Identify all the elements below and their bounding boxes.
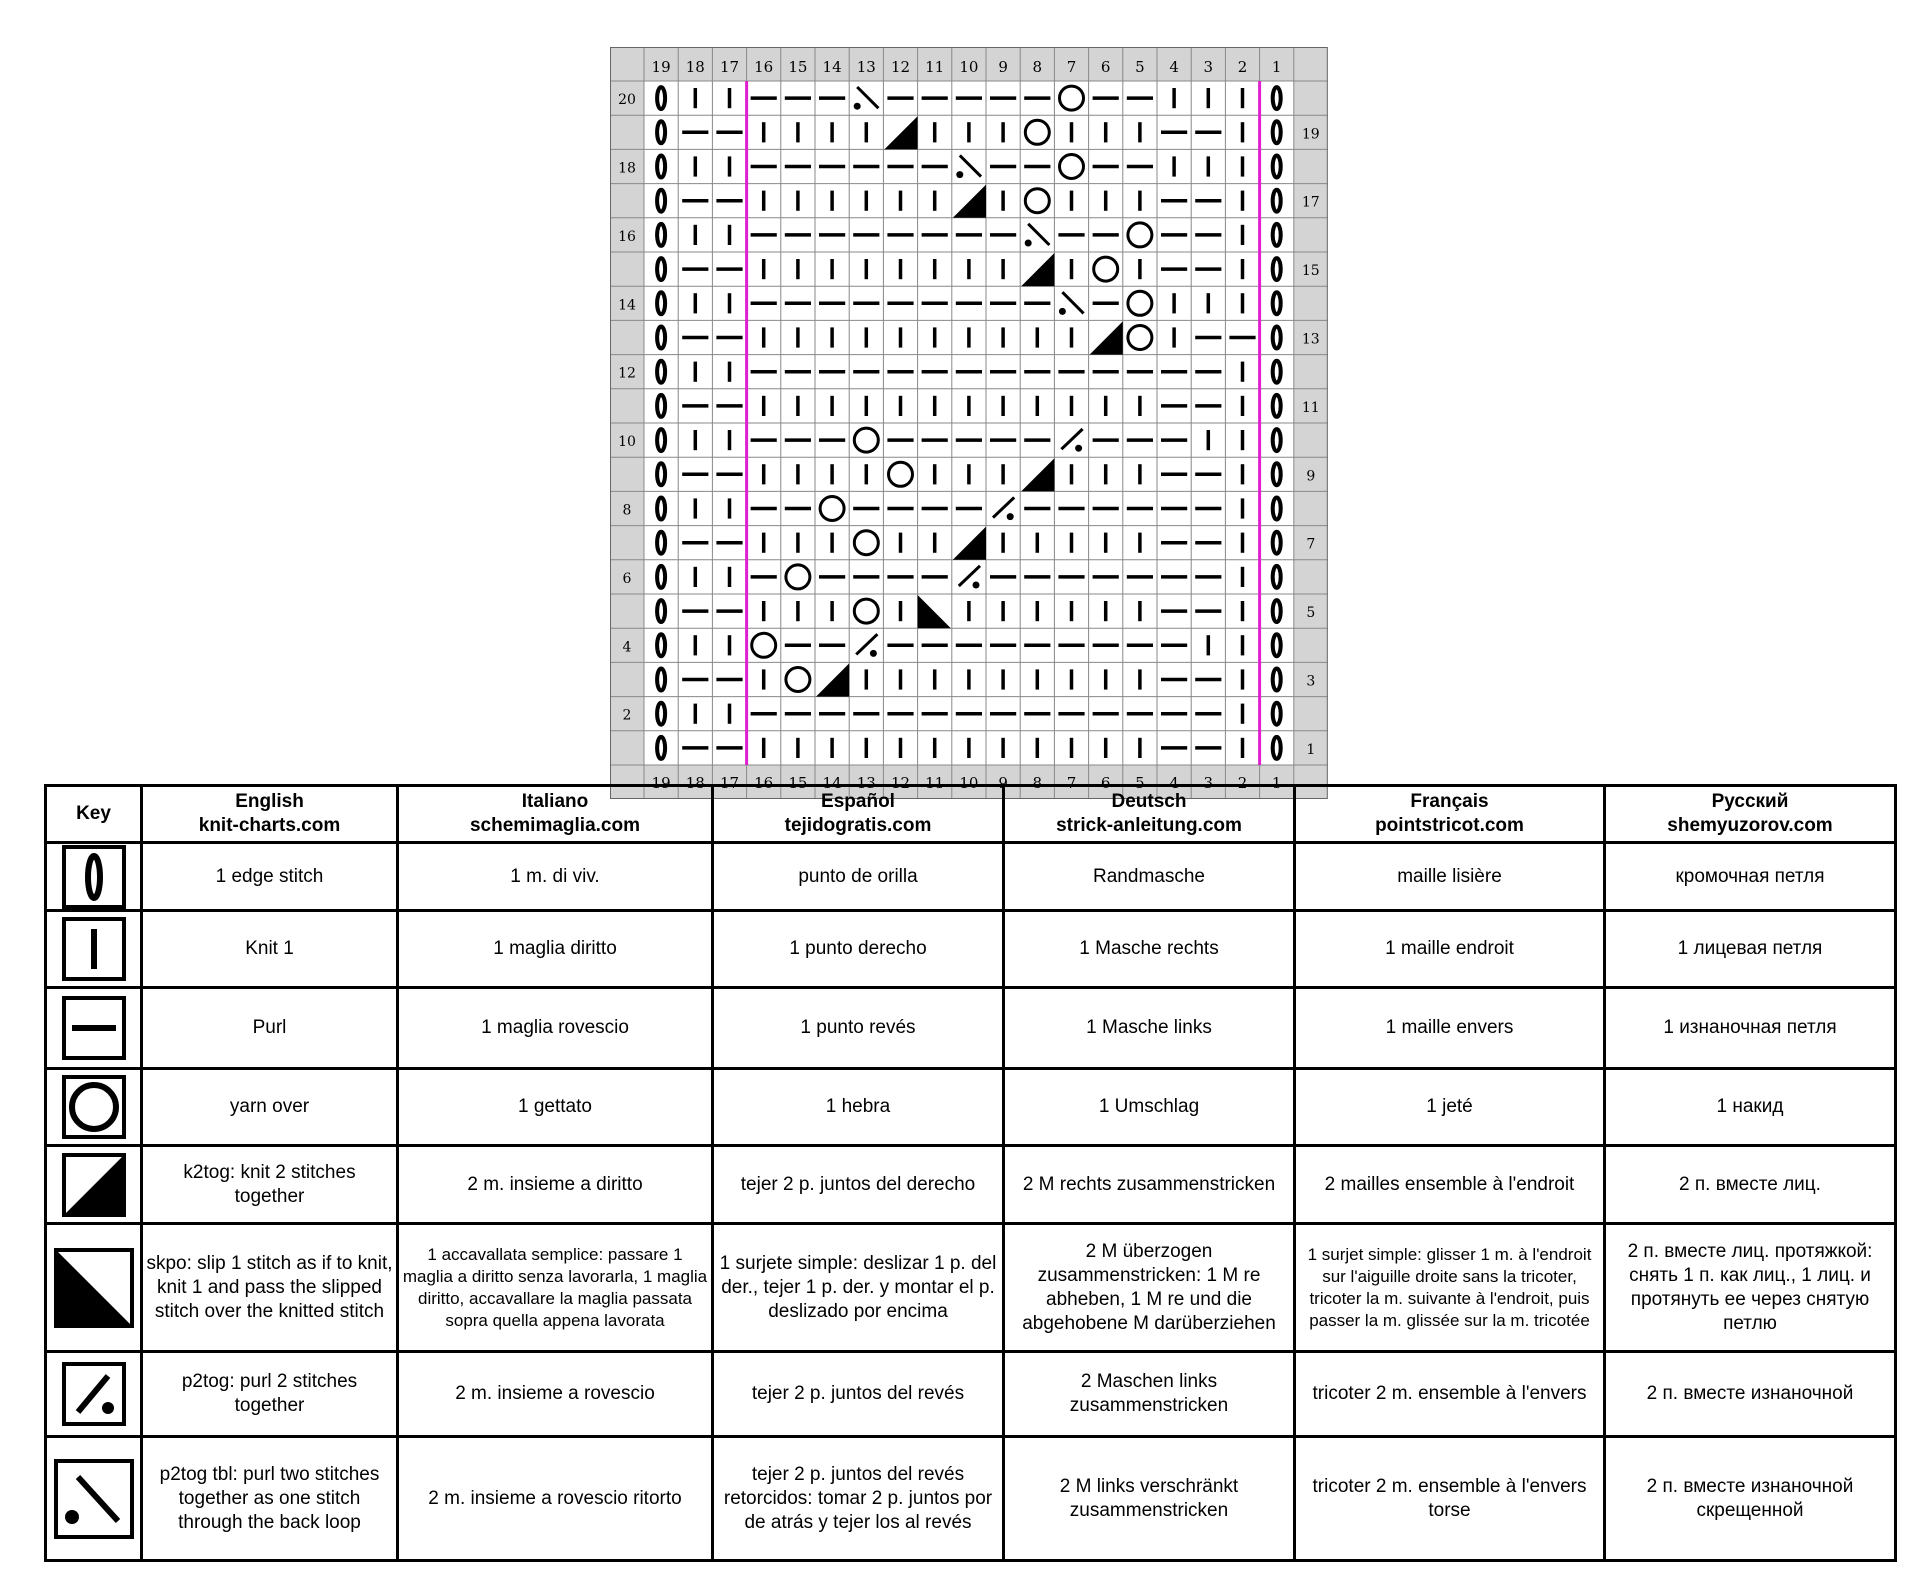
description-cell: 1 maglia diritto xyxy=(398,911,713,988)
knitting-chart xyxy=(610,47,1328,792)
description-cell: 2 п. вместе лиц. протяжкой: снять 1 п. как лиц., 1 лиц. и протянуть ее через снятую петлю xyxy=(1605,1224,1896,1352)
key-row-knit xyxy=(46,911,1896,988)
row-label-left: 2 xyxy=(622,707,632,724)
description-cell: кромочная петля xyxy=(1605,843,1896,911)
column-label-bottom: 2 xyxy=(1237,774,1248,792)
column-label-top: 10 xyxy=(959,58,979,76)
symbol-key-table xyxy=(44,784,1897,1562)
row-label-right: 19 xyxy=(1301,126,1320,143)
row-label-right: 9 xyxy=(1306,468,1316,485)
description-cell: punto de orilla xyxy=(713,843,1004,911)
description-cell: 1 изнаночная петля xyxy=(1605,988,1896,1069)
description-cell: 1 jeté xyxy=(1295,1069,1605,1146)
language-site: knit-charts.com xyxy=(198,815,341,836)
p2tog-tbl-symbol-dot xyxy=(956,171,963,178)
language-name: Italiano xyxy=(521,791,589,812)
yarn-over-icon xyxy=(62,1075,126,1139)
column-label-bottom: 8 xyxy=(1032,774,1043,792)
column-label-top: 6 xyxy=(1100,58,1111,76)
column-label-top: 14 xyxy=(822,58,842,76)
column-label-bottom: 9 xyxy=(998,774,1008,792)
description-cell: 1 gettato xyxy=(398,1069,713,1146)
p2tog-symbol-dot xyxy=(1075,445,1082,452)
description-cell: 1 punto derecho xyxy=(713,911,1004,988)
column-label-top: 3 xyxy=(1203,58,1214,76)
column-label-bottom: 3 xyxy=(1203,774,1214,792)
column-label-top: 8 xyxy=(1032,58,1043,76)
description-cell: 1 Masche links xyxy=(1004,988,1295,1069)
description-cell: 1 edge stitch xyxy=(142,843,398,911)
description-cell: 1 surjete simple: deslizar 1 p. del der., tejer 1 p. der. y montar el p. deslizado por encima xyxy=(713,1224,1004,1352)
row-label-right: 1 xyxy=(1306,741,1316,758)
key-row-yarn-over xyxy=(46,1069,1896,1146)
description-cell: 1 m. di viv. xyxy=(398,843,713,911)
header-russian xyxy=(1605,786,1896,843)
column-label-top: 18 xyxy=(685,58,705,76)
language-site: pointstricot.com xyxy=(1375,815,1524,836)
description-cell: p2tog tbl: purl two stitches together as one stitch through the back loop xyxy=(142,1437,398,1561)
p2tog-tbl-symbol-dot xyxy=(854,103,861,110)
description-cell: 1 лицевая петля xyxy=(1605,911,1896,988)
column-label-top: 11 xyxy=(925,58,945,76)
description-cell: p2tog: purl 2 stitches together xyxy=(142,1352,398,1437)
symbol-cell xyxy=(46,911,142,988)
row-label-left: 12 xyxy=(618,365,636,382)
row-label-left: 8 xyxy=(622,502,632,519)
row-label-left: 4 xyxy=(622,639,632,656)
symbol-cell xyxy=(46,1352,142,1437)
row-label-left: 6 xyxy=(622,570,632,587)
header-german xyxy=(1004,786,1295,843)
header-italian xyxy=(398,786,713,843)
edge-stitch-icon xyxy=(62,845,126,909)
column-label-top: 13 xyxy=(856,58,876,76)
description-cell: 1 maille endroit xyxy=(1295,911,1605,988)
column-label-top: 19 xyxy=(651,58,671,76)
description-cell: Purl xyxy=(142,988,398,1069)
row-label-left: 18 xyxy=(618,160,636,177)
row-label-left: 10 xyxy=(618,434,636,451)
row-label-right: 17 xyxy=(1301,194,1320,211)
column-label-top: 7 xyxy=(1066,58,1077,76)
column-label-top: 2 xyxy=(1237,58,1248,76)
description-cell: 1 surjet simple: glisser 1 m. à l'endroit sur l'aiguille droite sans la tricoter, tricoter la m. suivante à l'endroit, puis passer la m. glissée sur la m. tricotée xyxy=(1295,1224,1605,1352)
symbol-cell xyxy=(46,1146,142,1224)
column-label-top: 5 xyxy=(1135,58,1145,76)
description-cell: 2 п. вместе изнаночной xyxy=(1605,1352,1896,1437)
row-label-right: 13 xyxy=(1301,331,1320,348)
column-label-bottom: 15 xyxy=(788,774,808,792)
p2tog-tbl-symbol-dot xyxy=(1025,240,1032,247)
header-french xyxy=(1295,786,1605,843)
p2tog-tbl-icon xyxy=(54,1459,134,1539)
description-cell: tejer 2 p. juntos del revés xyxy=(713,1352,1004,1437)
column-label-top: 4 xyxy=(1169,58,1179,76)
row-label-left: 14 xyxy=(618,297,636,314)
key-row-purl xyxy=(46,988,1896,1069)
language-name: Русский xyxy=(1711,791,1789,812)
p2tog-tbl-symbol-dot xyxy=(1059,308,1066,315)
description-cell: 2 mailles ensemble à l'endroit xyxy=(1295,1146,1605,1224)
column-label-bottom: 17 xyxy=(719,774,740,792)
description-cell: skpo: slip 1 stitch as if to knit, knit 1 and pass the slipped stitch over the knitted stitch xyxy=(142,1224,398,1352)
language-name: Français xyxy=(1410,791,1489,812)
description-cell: tricoter 2 m. ensemble à l'envers torse xyxy=(1295,1437,1605,1561)
description-cell: 1 maglia rovescio xyxy=(398,988,713,1069)
column-label-bottom: 19 xyxy=(651,774,671,792)
column-label-bottom: 1 xyxy=(1271,774,1282,792)
description-cell: 1 накид xyxy=(1605,1069,1896,1146)
description-cell: 1 punto revés xyxy=(713,988,1004,1069)
symbol-cell xyxy=(46,988,142,1069)
column-label-bottom: 12 xyxy=(890,774,911,792)
symbol-cell xyxy=(46,1069,142,1146)
column-label-bottom: 16 xyxy=(754,774,774,792)
description-cell: 2 m. insieme a rovescio ritorto xyxy=(398,1437,713,1561)
header-key xyxy=(46,786,142,843)
key-row-p2tog xyxy=(46,1352,1896,1437)
column-label-bottom: 10 xyxy=(959,774,979,792)
row-label-right: 5 xyxy=(1306,605,1316,622)
skpo-icon xyxy=(54,1248,134,1328)
description-cell: 2 п. вместе лиц. xyxy=(1605,1146,1896,1224)
description-cell: 1 Umschlag xyxy=(1004,1069,1295,1146)
description-cell: Knit 1 xyxy=(142,911,398,988)
column-label-top: 9 xyxy=(998,58,1008,76)
description-cell: yarn over xyxy=(142,1069,398,1146)
description-cell: 2 п. вместе изнаночной скрещенной xyxy=(1605,1437,1896,1561)
row-label-left: 20 xyxy=(618,92,636,109)
p2tog-icon xyxy=(62,1362,126,1426)
description-cell: 1 maille envers xyxy=(1295,988,1605,1069)
symbol-cell xyxy=(46,1437,142,1561)
description-cell: 1 hebra xyxy=(713,1069,1004,1146)
column-label-top: 12 xyxy=(890,58,911,76)
column-label-bottom: 11 xyxy=(925,774,945,792)
k2tog-icon xyxy=(62,1153,126,1217)
language-site: shemyuzorov.com xyxy=(1667,815,1833,836)
key-row-p2tog-tbl xyxy=(46,1437,1896,1561)
description-cell: 2 m. insieme a rovescio xyxy=(398,1352,713,1437)
symbol-cell xyxy=(46,1224,142,1352)
symbol-cell xyxy=(46,843,142,911)
description-cell: 1 Masche rechts xyxy=(1004,911,1295,988)
language-site: schemimaglia.com xyxy=(469,815,641,836)
row-label-right: 11 xyxy=(1301,399,1320,416)
row-label-left: 16 xyxy=(618,228,636,245)
row-label-right: 15 xyxy=(1301,263,1320,280)
description-cell: tejer 2 p. juntos del revés retorcidos: tomar 2 p. juntos por de atrás y tejer los al revés xyxy=(713,1437,1004,1561)
key-row-edge-stitch xyxy=(46,843,1896,911)
description-cell: 2 M rechts zusammenstricken xyxy=(1004,1146,1295,1224)
column-label-bottom: 4 xyxy=(1169,774,1179,792)
p2tog-symbol-dot xyxy=(973,582,980,589)
header-key-label: Key xyxy=(76,803,111,824)
language-name: Español xyxy=(821,791,895,812)
purl-icon xyxy=(62,996,126,1060)
column-label-bottom: 14 xyxy=(822,774,842,792)
description-cell: 2 M links verschränkt zusammenstricken xyxy=(1004,1437,1295,1561)
knit-icon xyxy=(62,917,126,981)
language-name: English xyxy=(235,791,304,812)
description-cell: 2 Maschen links zusammenstricken xyxy=(1004,1352,1295,1437)
description-cell: tricoter 2 m. ensemble à l'envers xyxy=(1295,1352,1605,1437)
description-cell: k2tog: knit 2 stitches together xyxy=(142,1146,398,1224)
description-cell: Randmasche xyxy=(1004,843,1295,911)
row-label-right: 3 xyxy=(1306,673,1316,690)
column-label-bottom: 6 xyxy=(1100,774,1111,792)
column-label-bottom: 7 xyxy=(1066,774,1077,792)
p2tog-symbol-dot xyxy=(870,650,877,657)
column-label-top: 16 xyxy=(754,58,774,76)
column-label-top: 17 xyxy=(719,58,740,76)
language-site: tejidogratis.com xyxy=(784,815,932,836)
column-label-top: 15 xyxy=(788,58,808,76)
header-english xyxy=(142,786,398,843)
key-row-k2tog xyxy=(46,1146,1896,1224)
key-table-header xyxy=(46,786,1896,843)
header-spanish xyxy=(713,786,1004,843)
description-cell: 1 accavallata semplice: passare 1 maglia a diritto senza lavorarla, 1 maglia diritto, accavallare la maglia passata sopra quella appena lavorata xyxy=(398,1224,713,1352)
column-label-bottom: 13 xyxy=(856,774,876,792)
description-cell: tejer 2 p. juntos del derecho xyxy=(713,1146,1004,1224)
column-label-top: 1 xyxy=(1271,58,1282,76)
description-cell: maille lisière xyxy=(1295,843,1605,911)
language-site: strick-anleitung.com xyxy=(1056,815,1242,836)
row-label-right: 7 xyxy=(1306,536,1316,553)
key-row-skpo xyxy=(46,1224,1896,1352)
knitting-chart-grid xyxy=(610,47,1328,792)
description-cell: 2 m. insieme a diritto xyxy=(398,1146,713,1224)
description-cell: 2 M überzogen zusammenstricken: 1 M re abheben, 1 M re und die abgehobene M darüberziehen xyxy=(1004,1224,1295,1352)
language-name: Deutsch xyxy=(1111,791,1187,812)
p2tog-symbol-dot xyxy=(1007,513,1014,520)
column-label-bottom: 5 xyxy=(1135,774,1145,792)
column-label-bottom: 18 xyxy=(685,774,705,792)
